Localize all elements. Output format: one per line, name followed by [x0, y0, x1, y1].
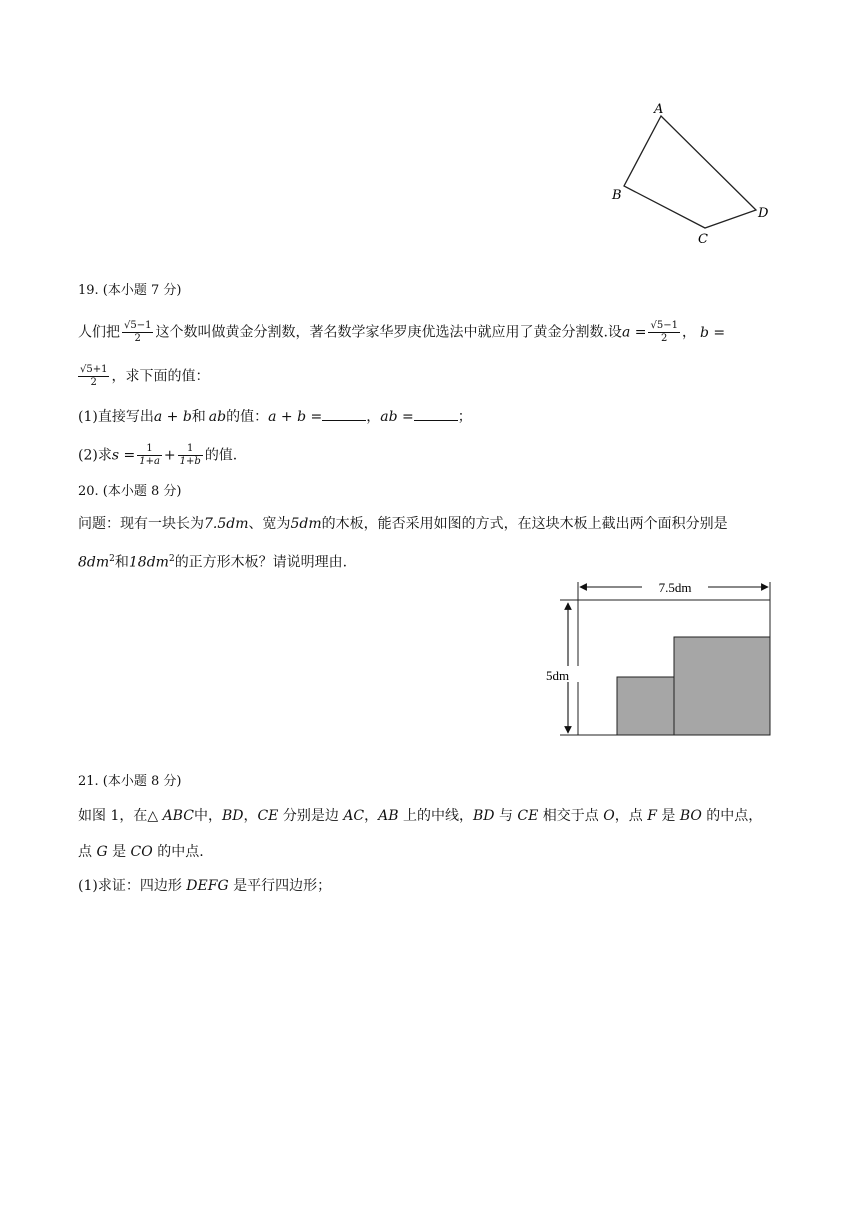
quadrilateral-defg: DEFG — [186, 878, 229, 894]
q19-text: 这个数叫做黄金分割数，著名数学家华罗庚优选法中就应用了黄金分割数.设 — [155, 324, 622, 341]
board-length: 7.5dm — [204, 516, 249, 532]
q20-header: 20. (本小题 8 分) — [78, 484, 182, 499]
plus-sign: + — [163, 447, 176, 464]
width-label: 7.5dm — [658, 580, 692, 595]
math-expression: s = — [111, 447, 136, 464]
q19-text: ； — [457, 409, 472, 425]
var-a-equation: a = — [621, 324, 647, 341]
q20-line-1 — [78, 514, 728, 534]
quadrilateral-figure — [606, 98, 776, 248]
q20-text: 和 — [114, 554, 129, 571]
q20-text: 的木板，能否采用如图的方式，在这块木板上截出两个面积分别是 — [321, 516, 728, 532]
q21-text: 是平行四边形； — [228, 878, 332, 894]
superscript: 2 — [109, 554, 115, 564]
vertex-label-a: A — [654, 102, 664, 117]
board-width: 5dm — [290, 516, 322, 532]
fraction-denominator: 1+b — [179, 456, 201, 467]
q21-text: 上的中线， — [398, 808, 473, 824]
segment-bo: BO — [679, 808, 702, 824]
q19-text: ， — [681, 324, 696, 341]
q21-text: (1)求证：四边形 — [78, 878, 187, 894]
q19-header: 19. (本小题 7 分) — [78, 283, 182, 298]
q21-text: ， — [243, 808, 258, 824]
height-label: 5dm — [546, 668, 570, 683]
fraction-numerator: 1 — [178, 443, 203, 456]
q21-text: 相交于点 — [538, 808, 604, 824]
vertex-label-d: D — [758, 206, 769, 221]
answer-blank-product[interactable] — [414, 406, 458, 421]
fraction-denominator: 2 — [134, 333, 141, 344]
q20-line-2 — [78, 549, 347, 573]
point-o: O — [603, 808, 615, 824]
q19-text: 的值. — [204, 447, 238, 464]
area-18: 18dm — [128, 554, 169, 571]
math-expression: ab — [208, 409, 227, 425]
fraction-numerator: 1 — [137, 443, 162, 456]
q19-text: 人们把 — [78, 324, 120, 341]
q21-text: ，点 — [614, 808, 648, 824]
q21-text: 是 — [656, 808, 680, 824]
superscript: 2 — [168, 554, 175, 564]
q21-text: 中， — [193, 808, 222, 824]
fraction-1-over-1-plus-a — [137, 443, 162, 468]
q21-text: ， — [364, 808, 379, 824]
area-8: 8dm — [78, 554, 110, 571]
point-g: G — [96, 844, 108, 860]
answer-blank-sum[interactable] — [322, 406, 366, 421]
large-square — [674, 637, 770, 735]
math-expression: a + b = — [268, 409, 323, 425]
board-figure — [530, 576, 778, 740]
fraction-numerator: √5−1 — [650, 320, 678, 331]
q19-text: 和 — [191, 409, 206, 425]
q21-line-1 — [78, 806, 762, 826]
segment-ac: AC — [343, 808, 365, 824]
var-b-equation: b = — [699, 324, 726, 341]
fraction-denominator: 1+a — [139, 456, 160, 467]
q21-text: 的中点， — [701, 808, 763, 824]
fraction-numerator: √5+1 — [80, 364, 108, 375]
q19-part-1 — [78, 406, 472, 427]
q19-text: 的值： — [226, 409, 269, 425]
fraction-1-over-1-plus-b — [178, 443, 203, 468]
q19-line-2 — [78, 364, 209, 389]
q21-text: 分别是边 — [278, 808, 344, 824]
segment-co: CO — [130, 844, 153, 860]
fraction-denominator: 2 — [661, 333, 668, 344]
q19-line-1 — [78, 320, 725, 345]
math-expression: a + b — [153, 409, 192, 425]
q21-text: 是 — [107, 844, 131, 860]
q21-text: 点 — [78, 844, 97, 860]
point-f: F — [647, 808, 657, 824]
q21-line-2 — [78, 842, 204, 862]
q20-text: 、宽为 — [248, 516, 291, 532]
fraction-numerator: √5−1 — [124, 320, 152, 331]
small-square — [617, 677, 674, 735]
segment-ce: CE — [257, 808, 279, 824]
segment-ce: CE — [517, 808, 539, 824]
q19-text: ， — [366, 409, 381, 425]
quadrilateral-shape — [624, 116, 756, 228]
a-value-fraction — [648, 320, 679, 345]
triangle-abc: △ ABC — [147, 808, 194, 824]
vertex-label-b: B — [612, 188, 622, 203]
fraction-denominator: 2 — [90, 377, 97, 388]
q21-part-1 — [78, 876, 331, 896]
segment-ab: AB — [378, 808, 399, 824]
vertex-label-c: C — [698, 232, 708, 247]
segment-bd: BD — [473, 808, 495, 824]
q19-text: (2)求 — [78, 447, 112, 464]
q20-text: 的正方形木板？请说明理由. — [174, 554, 348, 571]
b-value-fraction — [78, 364, 109, 389]
q19-text: ，求下面的值： — [111, 368, 210, 385]
q21-text: 的中点. — [152, 844, 204, 860]
q19-part-2 — [78, 443, 237, 468]
segment-bd: BD — [221, 808, 244, 824]
math-expression: ab = — [380, 409, 414, 425]
q21-text: 与 — [494, 808, 518, 824]
q21-header: 21. (本小题 8 分) — [78, 774, 182, 789]
q20-text: 问题：现有一块长为 — [78, 516, 204, 532]
q19-text: (1)直接写出 — [78, 409, 154, 425]
golden-ratio-fraction — [122, 320, 153, 345]
q21-text: 如图 1，在 — [78, 808, 148, 824]
